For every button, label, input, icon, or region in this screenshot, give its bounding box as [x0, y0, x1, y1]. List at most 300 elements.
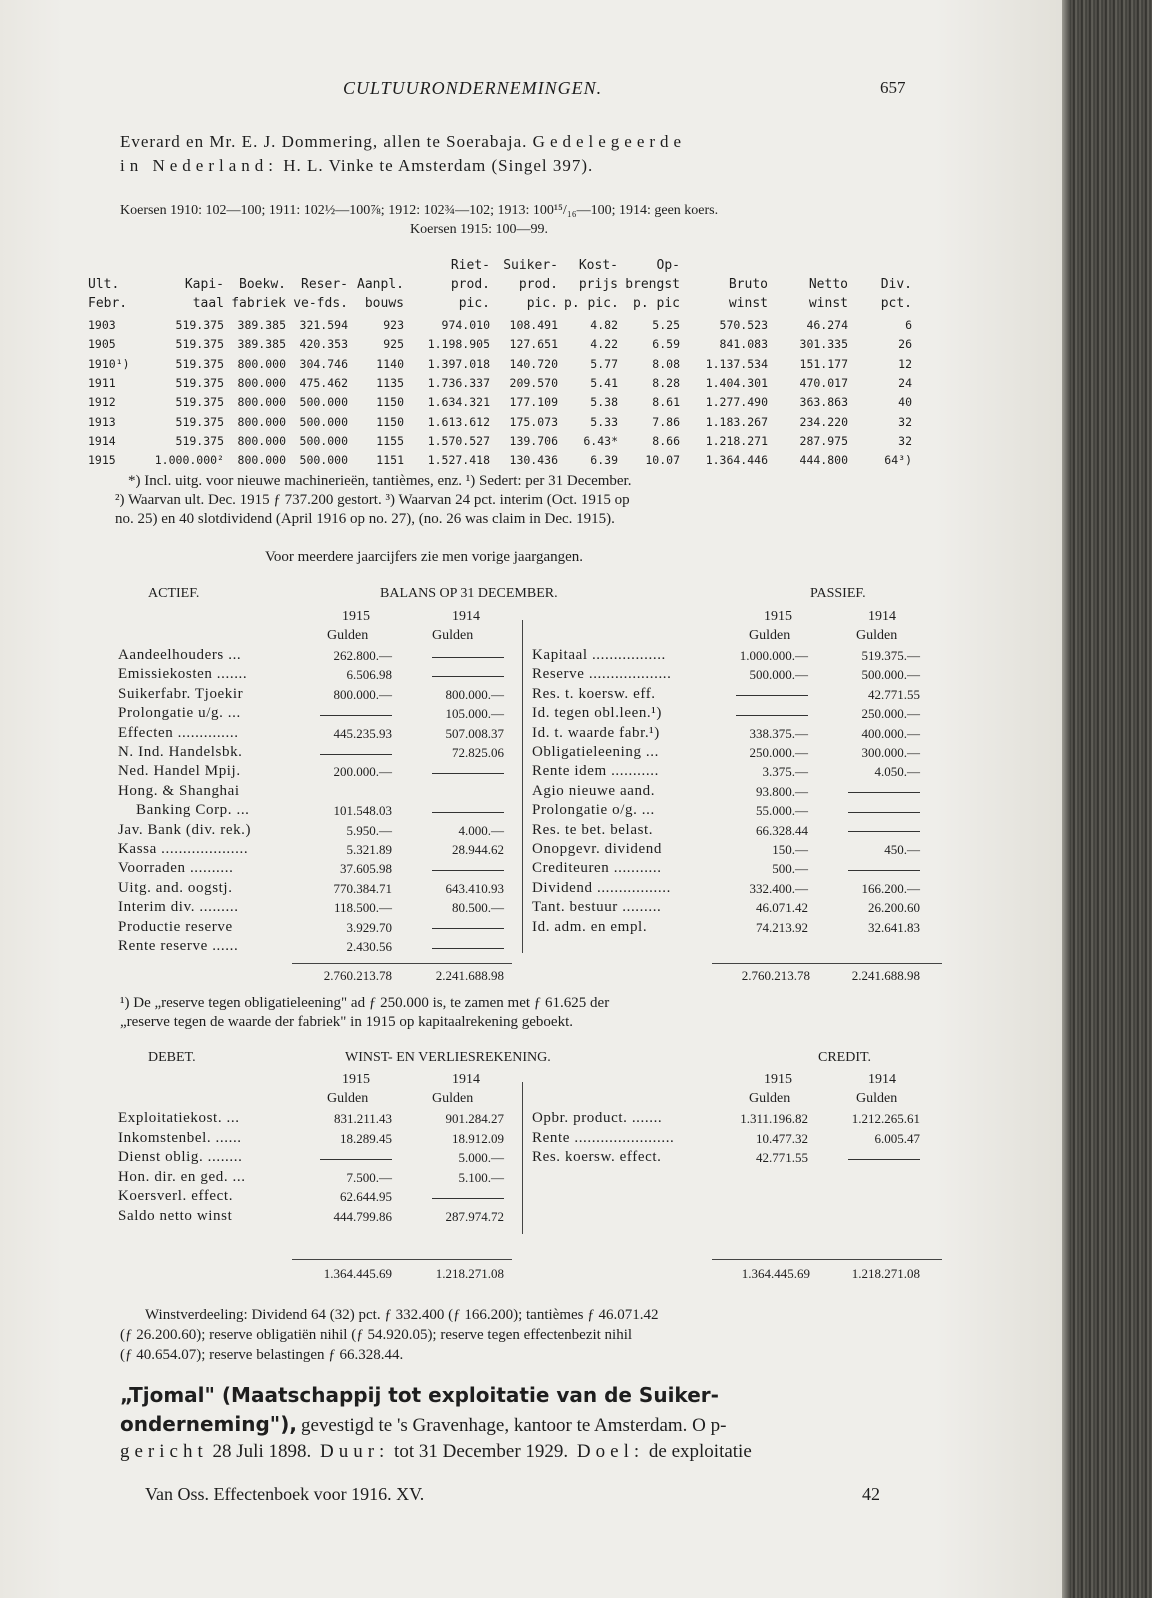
- stats-cell: 40: [898, 395, 912, 410]
- ledger-row: [532, 822, 942, 841]
- value-1914: 6.005.47: [874, 1130, 920, 1146]
- balans-rule-left: [292, 963, 512, 964]
- ledger-label: Rente reserve ......: [118, 938, 239, 954]
- balans-total-passief-1914: 2.241.688.98: [851, 968, 920, 983]
- value-1914: 105.000.—: [445, 706, 504, 722]
- stats-cell: 389.385: [237, 318, 286, 332]
- value-1915: 5.950.—: [346, 822, 392, 838]
- value-1914: [796, 1150, 920, 1166]
- balans-unit-4: Gulden: [856, 628, 898, 643]
- stats-cell: 139.706: [509, 433, 558, 448]
- empty-dash: [848, 812, 920, 813]
- value-1915: 3.929.70: [346, 919, 392, 935]
- balans-unit-2: Gulden: [432, 628, 474, 643]
- ledger-row: [118, 666, 518, 685]
- balans-footnote-2: „reserve tegen de waarde der fabriek" in 1915 op kapitaalrekening geboekt.: [120, 1014, 574, 1030]
- ledger-row: [532, 919, 942, 938]
- value-1915: [268, 1150, 392, 1166]
- stats-cell: 127.651: [509, 337, 558, 352]
- ledger-row: [118, 763, 518, 782]
- winst-unit-2: Gulden: [432, 1091, 474, 1106]
- ledger-label: Prolongatie u/g. ...: [118, 705, 241, 722]
- stats-cell: 64³): [884, 453, 912, 468]
- stats-cell: 1.613.612: [427, 414, 490, 429]
- empty-dash: [432, 928, 504, 929]
- ledger-row: [532, 880, 942, 899]
- value-1914: [380, 920, 504, 936]
- stats-cell: 974.010: [441, 318, 490, 332]
- more-years-note: Voor meerdere jaarcijfers zie men vorige jaargangen.: [265, 549, 584, 565]
- stats-note-1: *) Incl. uitg. voor nieuwe machinerieën, tantièmes, enz. ¹) Sedert: per 31 December.: [128, 473, 632, 489]
- stats-cell: 519.375: [175, 337, 224, 352]
- ledger-label: Inkomstenbel. ......: [118, 1129, 242, 1146]
- value-1915: 332.400.—: [749, 880, 808, 896]
- stats-cell: 1.000.000²: [154, 453, 224, 468]
- ledger-row: [532, 705, 942, 724]
- stats-cell: 321.594: [299, 318, 348, 332]
- stats-header: Riet-: [450, 258, 490, 273]
- winst-unit-3: Gulden: [749, 1091, 791, 1106]
- value-1914: 1.212.265.61: [851, 1111, 920, 1126]
- ledger-label: Onopgevr. dividend: [532, 841, 662, 857]
- ledger-row: [118, 783, 518, 802]
- value-1915: 1.000.000.—: [739, 648, 808, 663]
- stats-header: Kost-: [578, 258, 618, 273]
- ledger-row: [532, 899, 942, 918]
- value-1915: 118.500.—: [333, 900, 392, 916]
- empty-dash: [848, 792, 920, 793]
- stats-cell: 12: [898, 356, 912, 371]
- value-1915: 800.000.—: [333, 686, 392, 702]
- empty-dash: [432, 812, 504, 813]
- empty-dash: [432, 948, 504, 949]
- stats-cell: 800.000: [237, 375, 286, 390]
- value-1915: 10.477.32: [756, 1130, 808, 1146]
- value-1914: [380, 939, 504, 955]
- stats-cell: 1910¹): [88, 356, 130, 371]
- ledger-row: [532, 647, 942, 666]
- stats-cell: 1905: [88, 337, 116, 352]
- balans-passief-title: PASSIEF.: [810, 586, 866, 601]
- stats-header: prijs: [578, 277, 618, 292]
- stats-header: winst: [728, 296, 768, 311]
- ledger-row: [118, 841, 518, 860]
- empty-dash: [848, 870, 920, 871]
- stats-cell: 1.137.534: [705, 356, 768, 371]
- stats-cell: 500.000: [299, 395, 348, 410]
- value-1914: [380, 1189, 504, 1205]
- ledger-row: [118, 802, 518, 821]
- winst-total-debet-1915: 1.364.445.69: [323, 1266, 392, 1281]
- value-1914: [380, 803, 504, 819]
- stats-cell: 1912: [88, 395, 116, 410]
- ledger-row: [532, 1110, 942, 1130]
- stats-cell: 800.000: [237, 395, 286, 410]
- balans-year-1914-right: 1914: [868, 609, 896, 624]
- stats-cell: 1.527.418: [427, 453, 490, 468]
- stats-cell: 363.863: [799, 395, 848, 410]
- value-1915: 46.071.42: [756, 900, 808, 916]
- ledger-row: [532, 860, 942, 879]
- ledger-row: [118, 880, 518, 899]
- intro-text: Everard en Mr. E. J. Dommering, allen te Soerabaja.: [120, 132, 528, 151]
- balans-actief-title: ACTIEF.: [148, 586, 200, 601]
- ledger-label: Jav. Bank (div. rek.): [118, 821, 252, 838]
- stats-cell: 108.491: [509, 318, 558, 332]
- winst-year-1915-right: 1915: [764, 1072, 792, 1087]
- empty-dash: [432, 1198, 504, 1199]
- winst-unit-4: Gulden: [856, 1091, 898, 1106]
- value-1914: 800.000.—: [445, 686, 504, 702]
- ledger-label: Id. adm. en empl.: [532, 918, 648, 935]
- stats-cell: 475.462: [299, 375, 348, 390]
- value-1915: [684, 687, 808, 703]
- stats-header: Netto: [808, 277, 848, 292]
- stats-cell: 1914: [88, 433, 116, 448]
- value-1915: 1.311.196.82: [740, 1111, 808, 1126]
- ledger-row: [532, 686, 942, 705]
- ledger-label: Ned. Handel Mpij.: [118, 763, 241, 780]
- intro-text-2: H. L. Vinke te Amsterdam (Singel 397).: [283, 156, 594, 175]
- ledger-label: Banking Corp. ...: [136, 802, 250, 819]
- value-1914: 643.410.93: [445, 880, 504, 896]
- stats-cell: 175.073: [509, 414, 558, 429]
- stats-cell: 5.38: [590, 395, 618, 410]
- value-1914: 5.000.—: [458, 1150, 504, 1166]
- value-1915: 6.506.98: [346, 667, 392, 683]
- winst-total-debet-1914: 1.218.271.08: [435, 1266, 504, 1281]
- stats-cell: 32: [898, 433, 912, 448]
- stats-header: p. pic.: [564, 296, 619, 311]
- next-company-line-3: [120, 1441, 752, 1463]
- value-1914: 507.008.37: [445, 725, 504, 741]
- value-1915: [268, 706, 392, 722]
- value-1915: 831.211.43: [333, 1111, 392, 1126]
- stats-header: Kapi-: [184, 277, 224, 292]
- next-company-line-2: [120, 1412, 726, 1437]
- value-1915: 338.375.—: [749, 725, 808, 741]
- statistics-table: [88, 258, 942, 470]
- value-1914: [796, 823, 920, 839]
- value-1914: 4.050.—: [874, 764, 920, 780]
- ledger-label: Productie reserve: [118, 918, 233, 935]
- ledger-row: [118, 744, 518, 763]
- value-1914: 28.944.62: [452, 842, 504, 857]
- value-1915: 62.644.95: [340, 1189, 392, 1205]
- empty-dash: [848, 1159, 920, 1160]
- value-1914: 519.375.—: [861, 648, 920, 663]
- ledger-label: Hon. dir. en ged. ...: [118, 1168, 246, 1185]
- ledger-row: [118, 705, 518, 724]
- value-1915: 200.000.—: [333, 764, 392, 780]
- stats-header: fabriek: [231, 296, 286, 311]
- stats-cell: 470.017: [799, 375, 848, 390]
- value-1914: 500.000.—: [861, 667, 920, 683]
- stats-cell: 519.375: [175, 395, 224, 410]
- ledger-row: [118, 686, 518, 705]
- stats-header: prod.: [450, 277, 490, 292]
- value-1915: 42.771.55: [756, 1150, 808, 1166]
- balans-total-actief-1914: 2.241.688.98: [435, 968, 504, 983]
- stats-cell: 1150: [376, 395, 404, 410]
- stats-cell: 32: [898, 414, 912, 429]
- stats-cell: 1.397.018: [427, 356, 490, 371]
- ledger-label: Hong. & Shanghai: [118, 782, 240, 799]
- stats-cell: 500.000: [299, 453, 348, 468]
- stats-cell: 10.07: [645, 453, 680, 468]
- stats-cell: 287.975: [799, 433, 848, 448]
- doel-label: Doel:: [576, 1441, 645, 1462]
- stats-note-3: no. 25) en 40 slotdividend (April 1916 op no. 27), (no. 26 was claim in Dec. 1915).: [115, 511, 615, 527]
- value-1915: 262.800.—: [333, 648, 392, 663]
- ledger-label: Prolongatie o/g. ...: [532, 802, 655, 819]
- stats-header: Bruto: [728, 277, 768, 292]
- ledger-label: Aandeelhouders ...: [118, 647, 242, 663]
- winst-rule-left: [292, 1259, 512, 1260]
- winst-title: WINST- EN VERLIESREKENING.: [345, 1050, 551, 1065]
- page-footer: Van Oss. Effectenboek voor 1916. XV.: [145, 1484, 425, 1504]
- value-1915: 3.375.—: [762, 764, 808, 780]
- value-1914: 5.100.—: [458, 1169, 504, 1185]
- stats-header: Suiker-: [503, 258, 558, 273]
- stats-cell: 570.523: [719, 318, 768, 332]
- stats-note-2: ²) Waarvan ult. Dec. 1915 ƒ 737.200 gestort. ³) Waarvan 24 pct. interim (Oct. 1915 op: [115, 492, 630, 508]
- winst-total-credit-1915: 1.364.445.69: [741, 1266, 810, 1281]
- ledger-row: [118, 938, 518, 957]
- stats-cell: 1.183.267: [705, 414, 768, 429]
- stats-cell: 800.000: [237, 453, 286, 468]
- value-1914: 32.641.83: [868, 919, 920, 935]
- ledger-label: Reserve ...................: [532, 666, 672, 683]
- ledger-label: Opbr. product. .......: [532, 1110, 663, 1126]
- stats-cell: 1151: [376, 453, 404, 468]
- value-1914: [380, 764, 504, 780]
- stats-cell: 800.000: [237, 433, 286, 448]
- ledger-row: [118, 1188, 518, 1208]
- value-1914: [796, 784, 920, 800]
- stats-header: Reser-: [301, 277, 348, 292]
- winst-divider: [522, 1082, 523, 1234]
- stats-cell: 1.364.446: [705, 453, 768, 468]
- value-1914: 300.000.—: [861, 745, 920, 760]
- stats-cell: 1155: [376, 433, 404, 448]
- value-1915: 7.500.—: [346, 1169, 392, 1185]
- ledger-row: [532, 725, 942, 744]
- balans-title: BALANS OP 31 DECEMBER.: [380, 586, 558, 601]
- ledger-label: Exploitatiekost. ...: [118, 1110, 240, 1126]
- ledger-row: [532, 763, 942, 782]
- stats-cell: 140.720: [509, 356, 558, 371]
- stats-cell: 1913: [88, 414, 116, 429]
- stats-cell: 8.08: [652, 356, 680, 371]
- stats-cell: 500.000: [299, 414, 348, 429]
- stats-cell: 519.375: [175, 433, 224, 448]
- stats-header: Op-: [656, 258, 680, 273]
- value-1915: 770.384.71: [333, 880, 392, 896]
- page-number: 657: [880, 78, 906, 97]
- ledger-label: Tant. bestuur .........: [532, 899, 662, 916]
- stats-header: Febr.: [88, 296, 128, 311]
- ledger-row: [118, 822, 518, 841]
- stats-cell: 519.375: [175, 414, 224, 429]
- balans-year-1914-left: 1914: [452, 609, 480, 624]
- stats-cell: 6.43*: [583, 433, 618, 448]
- value-1915: 37.605.98: [340, 861, 392, 877]
- value-1915: 18.289.45: [340, 1130, 392, 1146]
- stats-cell: 209.570: [509, 375, 558, 390]
- koersen-2: Koersen 1915: 100—99.: [410, 222, 549, 237]
- ledger-label: Saldo netto winst: [118, 1208, 233, 1224]
- stats-cell: 6: [905, 318, 912, 332]
- ledger-label: Id. t. waarde fabr.¹): [532, 724, 660, 741]
- empty-dash: [432, 676, 504, 677]
- ledger-label: Res. t. koersw. eff.: [532, 685, 656, 702]
- stats-cell: 177.109: [509, 395, 558, 410]
- value-1915: 101.548.03: [333, 803, 392, 819]
- stats-cell: 800.000: [237, 414, 286, 429]
- stats-cell: 6.39: [590, 453, 618, 468]
- opgericht-date: 28 Juli 1898.: [212, 1441, 312, 1462]
- stats-cell: 444.800: [799, 453, 848, 468]
- value-1915: 74.213.92: [756, 919, 808, 935]
- stats-header: ve-fds.: [293, 296, 348, 311]
- ledger-label: Emissiekosten .......: [118, 666, 248, 683]
- stats-cell: 234.220: [799, 414, 848, 429]
- ledger-row: [532, 1130, 942, 1150]
- value-1914: 26.200.60: [868, 900, 920, 916]
- balans-unit-1: Gulden: [327, 628, 369, 643]
- value-1915: 66.328.44: [756, 822, 808, 838]
- stats-cell: 5.25: [652, 318, 680, 332]
- value-1915: 5.321.89: [346, 842, 392, 857]
- stats-header: Aanpl.: [357, 277, 404, 292]
- balans-divider: [522, 620, 523, 953]
- stats-header: pct.: [880, 296, 912, 311]
- stats-cell: 925: [383, 337, 404, 352]
- value-1915: 500.000.—: [749, 667, 808, 683]
- stats-cell: 1.634.321: [427, 395, 490, 410]
- stats-cell: 8.61: [652, 395, 680, 410]
- value-1914: 80.500.—: [452, 900, 504, 916]
- stats-cell: 519.375: [175, 356, 224, 371]
- duur-value: tot 31 December 1929.: [394, 1441, 569, 1462]
- ledger-label: Kassa ....................: [118, 841, 249, 857]
- stats-header: Ult.: [88, 277, 120, 292]
- stats-cell: 6.59: [652, 337, 680, 352]
- value-1915: 445.235.93: [333, 725, 392, 741]
- ledger-label: Dienst oblig. ........: [118, 1149, 243, 1166]
- stats-cell: 151.177: [799, 356, 848, 371]
- value-1915: [684, 706, 808, 722]
- stats-cell: 420.353: [299, 337, 348, 352]
- stats-header: pic.: [526, 296, 558, 311]
- value-1915: 500.—: [772, 861, 808, 877]
- ledger-row: [118, 899, 518, 918]
- winst-year-1915-left: 1915: [342, 1072, 370, 1087]
- balans-year-1915-right: 1915: [764, 609, 792, 624]
- intro-spaced: Gedelegeerde: [532, 132, 687, 151]
- value-1914: [380, 648, 504, 664]
- stats-cell: 1903: [88, 318, 116, 332]
- empty-dash: [432, 657, 504, 658]
- stats-cell: 304.746: [299, 356, 348, 371]
- winst-year-1914-right: 1914: [868, 1072, 896, 1087]
- stats-cell: 1911: [88, 375, 116, 390]
- value-1915: 93.800.—: [756, 783, 808, 799]
- stats-header: winst: [808, 296, 848, 311]
- winst-rule-right: [712, 1259, 942, 1260]
- ledger-label: Id. tegen obl.leen.¹): [532, 705, 662, 722]
- stats-cell: 8.66: [652, 433, 680, 448]
- opgericht-label: gericht: [120, 1441, 208, 1462]
- stats-cell: 519.375: [175, 318, 224, 332]
- running-head: CULTUURONDERNEMINGEN.: [343, 78, 603, 98]
- stats-header: p. pic: [633, 296, 680, 311]
- value-1915: 2.430.56: [346, 939, 392, 954]
- intro-line-2: [120, 156, 593, 176]
- stats-cell: 46.274: [806, 318, 848, 332]
- ledger-label: Interim div. .........: [118, 899, 239, 916]
- stats-header: Div.: [880, 277, 912, 292]
- stats-cell: 1.404.301: [705, 375, 768, 390]
- empty-dash: [848, 831, 920, 832]
- ledger-label: Res. te bet. belast.: [532, 821, 654, 838]
- value-1914: 166.200.—: [861, 880, 920, 896]
- stats-cell: 923: [383, 318, 404, 332]
- ledger-label: Agio nieuwe aand.: [532, 782, 656, 799]
- value-1915: 150.—: [772, 842, 808, 857]
- duur-label: Duur:: [319, 1441, 390, 1462]
- ledger-row: [532, 744, 942, 763]
- value-1915: 55.000.—: [756, 803, 808, 819]
- empty-dash: [432, 870, 504, 871]
- balans-unit-3: Gulden: [749, 628, 791, 643]
- value-1914: [796, 803, 920, 819]
- empty-dash: [432, 773, 504, 774]
- stats-cell: 1.570.527: [427, 433, 490, 448]
- ledger-row: [118, 1130, 518, 1150]
- stats-cell: 800.000: [237, 356, 286, 371]
- stats-cell: 5.33: [590, 414, 618, 429]
- stats-cell: 1135: [376, 375, 404, 390]
- ledger-row: [118, 647, 518, 666]
- stats-cell: 8.28: [652, 375, 680, 390]
- balans-year-1915-left: 1915: [342, 609, 370, 624]
- stats-cell: 26: [898, 337, 912, 352]
- ledger-label: Obligatieleening ...: [532, 744, 659, 760]
- ledger-label: Res. koersw. effect.: [532, 1149, 662, 1166]
- value-1914: [380, 861, 504, 877]
- ledger-row: [118, 919, 518, 938]
- winst-debet-title: DEBET.: [148, 1050, 196, 1065]
- ledger-label: Koersverl. effect.: [118, 1188, 234, 1205]
- ledger-label: Voorraden ..........: [118, 860, 234, 877]
- value-1914: [796, 861, 920, 877]
- stats-cell: 4.82: [590, 318, 618, 332]
- ledger-label: Dividend .................: [532, 879, 671, 896]
- value-1914: 18.912.09: [452, 1130, 504, 1146]
- stats-header: Boekw.: [239, 277, 286, 292]
- value-1914: 72.825.06: [452, 745, 504, 760]
- signature-number: 42: [862, 1484, 880, 1504]
- stats-header: prod.: [518, 277, 558, 292]
- stats-cell: 1150: [376, 414, 404, 429]
- balans-total-passief-1915: 2.760.213.78: [741, 968, 810, 983]
- balans-footnote-1: ¹) De „reserve tegen obligatieleening" ad ƒ 250.000 is, te zamen met ƒ 61.625 der: [120, 995, 610, 1011]
- balans-total-actief-1915: 2.760.213.78: [323, 968, 392, 983]
- ledger-label: Rente .......................: [532, 1129, 675, 1146]
- value-1914: 4.000.—: [458, 822, 504, 838]
